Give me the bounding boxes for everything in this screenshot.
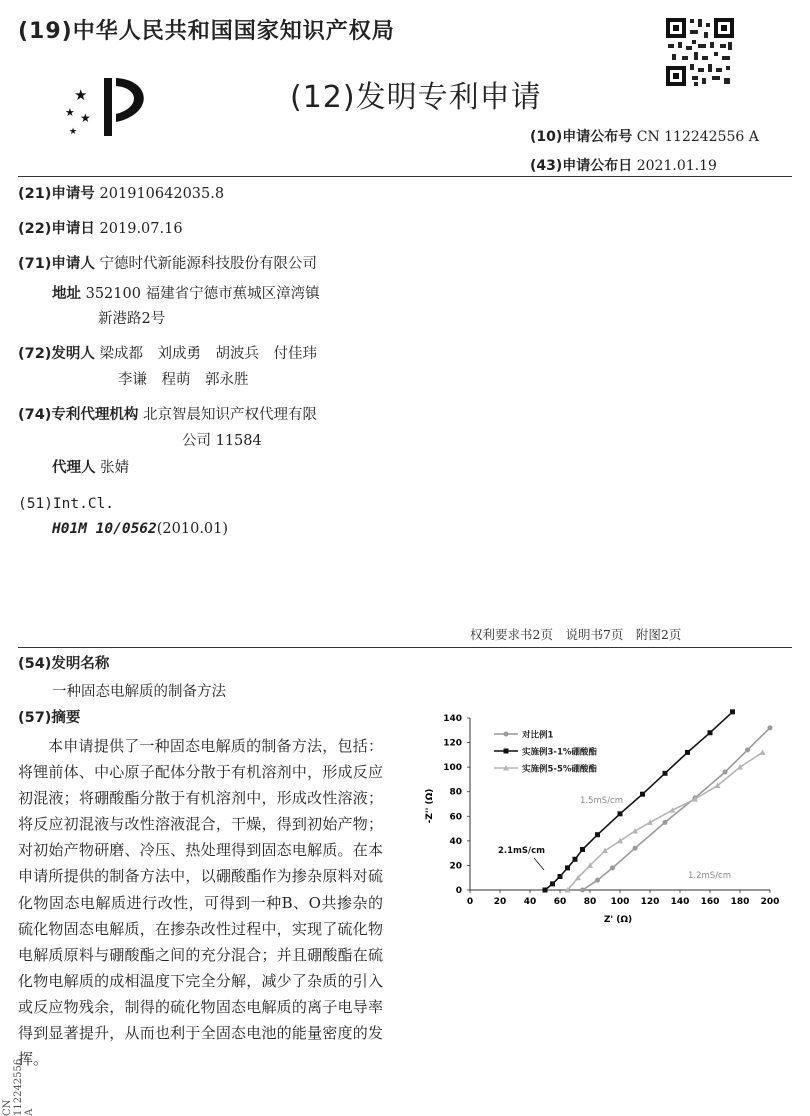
pub-no-value: CN 112242556 A	[636, 129, 759, 145]
publication-date	[530, 155, 717, 175]
data-point	[580, 888, 585, 893]
agency-line2: 公司 11584	[182, 433, 262, 449]
data-point	[760, 749, 766, 755]
agent	[52, 457, 129, 479]
legend-marker	[504, 749, 509, 754]
data-point	[573, 857, 578, 862]
x-tick-label: 20	[493, 897, 507, 907]
address	[52, 283, 320, 305]
office-name: (19)中华人民共和国国家知识产权局	[18, 19, 395, 44]
address-line1: 352100 福建省宁德市蕉城区漳湾镇	[85, 286, 320, 302]
inventor-line2: 李谦 程萌 郭永胜	[118, 372, 249, 388]
data-point	[550, 881, 555, 886]
data-point	[730, 709, 735, 714]
document-type: (12)发明专利申请	[290, 80, 542, 115]
y-tick-label: 140	[443, 714, 462, 724]
patent-agency	[18, 404, 317, 426]
agency-line1: 北京智晨知识产权代理有限	[143, 407, 318, 423]
agency-label: (74)专利代理机构	[18, 407, 139, 423]
pub-date-label: (43)申请公布日	[530, 158, 633, 174]
data-point	[558, 874, 563, 879]
svg-text:★: ★	[69, 127, 78, 137]
x-tick-label: 140	[670, 897, 690, 907]
legend-marker	[504, 732, 509, 737]
chart-series	[543, 709, 773, 892]
qr-code	[664, 16, 736, 88]
data-point	[708, 730, 713, 735]
x-tick-label: 60	[553, 897, 567, 907]
impedance-chart	[420, 702, 792, 942]
abstract-label-text: (57)摘要	[18, 710, 81, 726]
applicant-label: (71)申请人	[18, 256, 95, 272]
svg-text:★: ★	[80, 111, 91, 125]
x-tick-label: 180	[730, 897, 750, 907]
y-tick-label: 60	[449, 812, 462, 823]
data-point	[745, 747, 750, 752]
address-line2: 新港路2号	[98, 311, 166, 327]
address-label: 地址	[52, 286, 81, 302]
header-rule	[18, 176, 792, 177]
app-no-label: (21)申请号	[18, 186, 95, 202]
data-point	[618, 811, 623, 816]
abstract-text: 本申请提供了一种固态电解质的制备方法，包括：将锂前体、中心原子配体分散于有机溶剂中，形成反应初混液；将硼酸酯分散于有机溶剂中，形成改性溶液；将反应初混液与改性溶液混合，干燥，得到初始产物；对初始产物研磨、冷压、热处理得到固态电解质。在本申请所提供的制备方法中，以硼酸酯作为掺杂原料对硫化物固态电解质进行改性，可得到一种B、O共掺杂的硫化物固态电解质，在掺杂改性过程中，实现了硫化物电解质原料与硼酸酯之间的充分混合；并且硼酸酯在硫化物电解质的成相温度下完全分解，减少了杂质的引入或反应物残余，制得的硫化物固态电解质的离子电导率得到显著提升，从而也利于全固态电池的能量密度的发挥。	[18, 737, 383, 1069]
y-tick-label: 40	[449, 836, 462, 847]
applicant-value: 宁德时代新能源科技股份有限公司	[99, 256, 318, 272]
inventor-line1: 梁成都 刘成勇 胡波兵 付佳玮	[99, 346, 318, 362]
applicant	[18, 253, 317, 275]
intcl-date: (2010.01)	[156, 521, 229, 537]
annotation-arrow-2-1	[534, 858, 544, 870]
x-tick-label: 200	[760, 897, 780, 907]
x-tick-label: 100	[610, 897, 630, 907]
y-tick-label: 80	[449, 787, 462, 798]
agent-value: 张婧	[100, 460, 130, 476]
data-point	[768, 725, 773, 730]
app-date-label: (22)申请日	[18, 221, 95, 237]
data-point	[663, 820, 668, 825]
agent-label: 代理人	[52, 460, 96, 476]
annotation-1-2: 1.2mS/cm	[688, 871, 732, 881]
y-tick-label: 100	[443, 763, 462, 774]
x-tick-label: 80	[583, 897, 597, 907]
x-tick-labels	[467, 890, 780, 907]
abstract-label	[18, 707, 80, 729]
y-tick-label: 0	[455, 886, 462, 896]
intcl-code: H01M 10/0562	[52, 521, 157, 537]
invention-title: 一种固态电解质的制备方法	[52, 684, 226, 700]
data-point	[543, 888, 548, 893]
x-tick-label: 40	[523, 897, 537, 907]
pub-no-label: (10)申请公布号	[530, 129, 633, 145]
data-point	[610, 865, 615, 870]
data-point	[663, 771, 668, 776]
data-point	[580, 847, 585, 852]
data-point	[595, 878, 600, 883]
x-axis-label: Z' (Ω)	[603, 915, 633, 925]
section-rule	[18, 647, 792, 648]
svg-text:★: ★	[74, 86, 88, 104]
series-2	[543, 709, 736, 892]
office-logo	[62, 70, 162, 144]
x-tick-label: 120	[640, 897, 660, 907]
application-date	[18, 218, 183, 240]
data-point	[632, 828, 638, 834]
application-number	[18, 183, 224, 205]
data-point	[647, 819, 653, 825]
app-no-value: 201910642035.8	[99, 186, 225, 202]
data-point	[633, 846, 638, 851]
intcl-label: (51)Int.Cl.	[18, 496, 115, 512]
title-label-text: (54)发明名称	[18, 656, 110, 672]
annotation-1-5: 1.5mS/cm	[580, 796, 624, 806]
chart-legend	[494, 730, 597, 775]
data-point	[640, 792, 645, 797]
intcl-classification	[52, 518, 228, 540]
inventor-label: (72)发明人	[18, 346, 95, 362]
app-date-value: 2019.07.16	[99, 221, 183, 237]
page-counts: 权利要求书2页 说明书7页 附图2页	[470, 627, 682, 642]
y-tick-label: 120	[443, 738, 462, 749]
side-publication-id: CN 112242556 A	[2, 1058, 35, 1116]
data-point	[565, 865, 570, 870]
data-point	[685, 750, 690, 755]
series-line	[545, 712, 733, 890]
y-tick-labels	[443, 714, 470, 896]
annotation-2-1: 2.1mS/cm	[498, 846, 546, 856]
legend-label: 实施例3-1%硼酸酯	[522, 747, 597, 758]
data-point	[595, 832, 600, 837]
svg-text:★: ★	[65, 106, 75, 119]
legend-label: 实施例5-5%硼酸酯	[522, 764, 597, 775]
title-label	[18, 653, 109, 675]
y-axis-label: -Z'' (Ω)	[425, 788, 435, 824]
x-tick-label: 160	[700, 897, 720, 907]
legend-label: 对比例1	[522, 730, 554, 741]
pub-date-value: 2021.01.19	[636, 158, 717, 174]
data-point	[723, 770, 728, 775]
publication-number	[530, 126, 759, 146]
inventors	[18, 343, 317, 365]
x-tick-label: 0	[466, 897, 474, 907]
y-tick-label: 20	[449, 861, 462, 872]
